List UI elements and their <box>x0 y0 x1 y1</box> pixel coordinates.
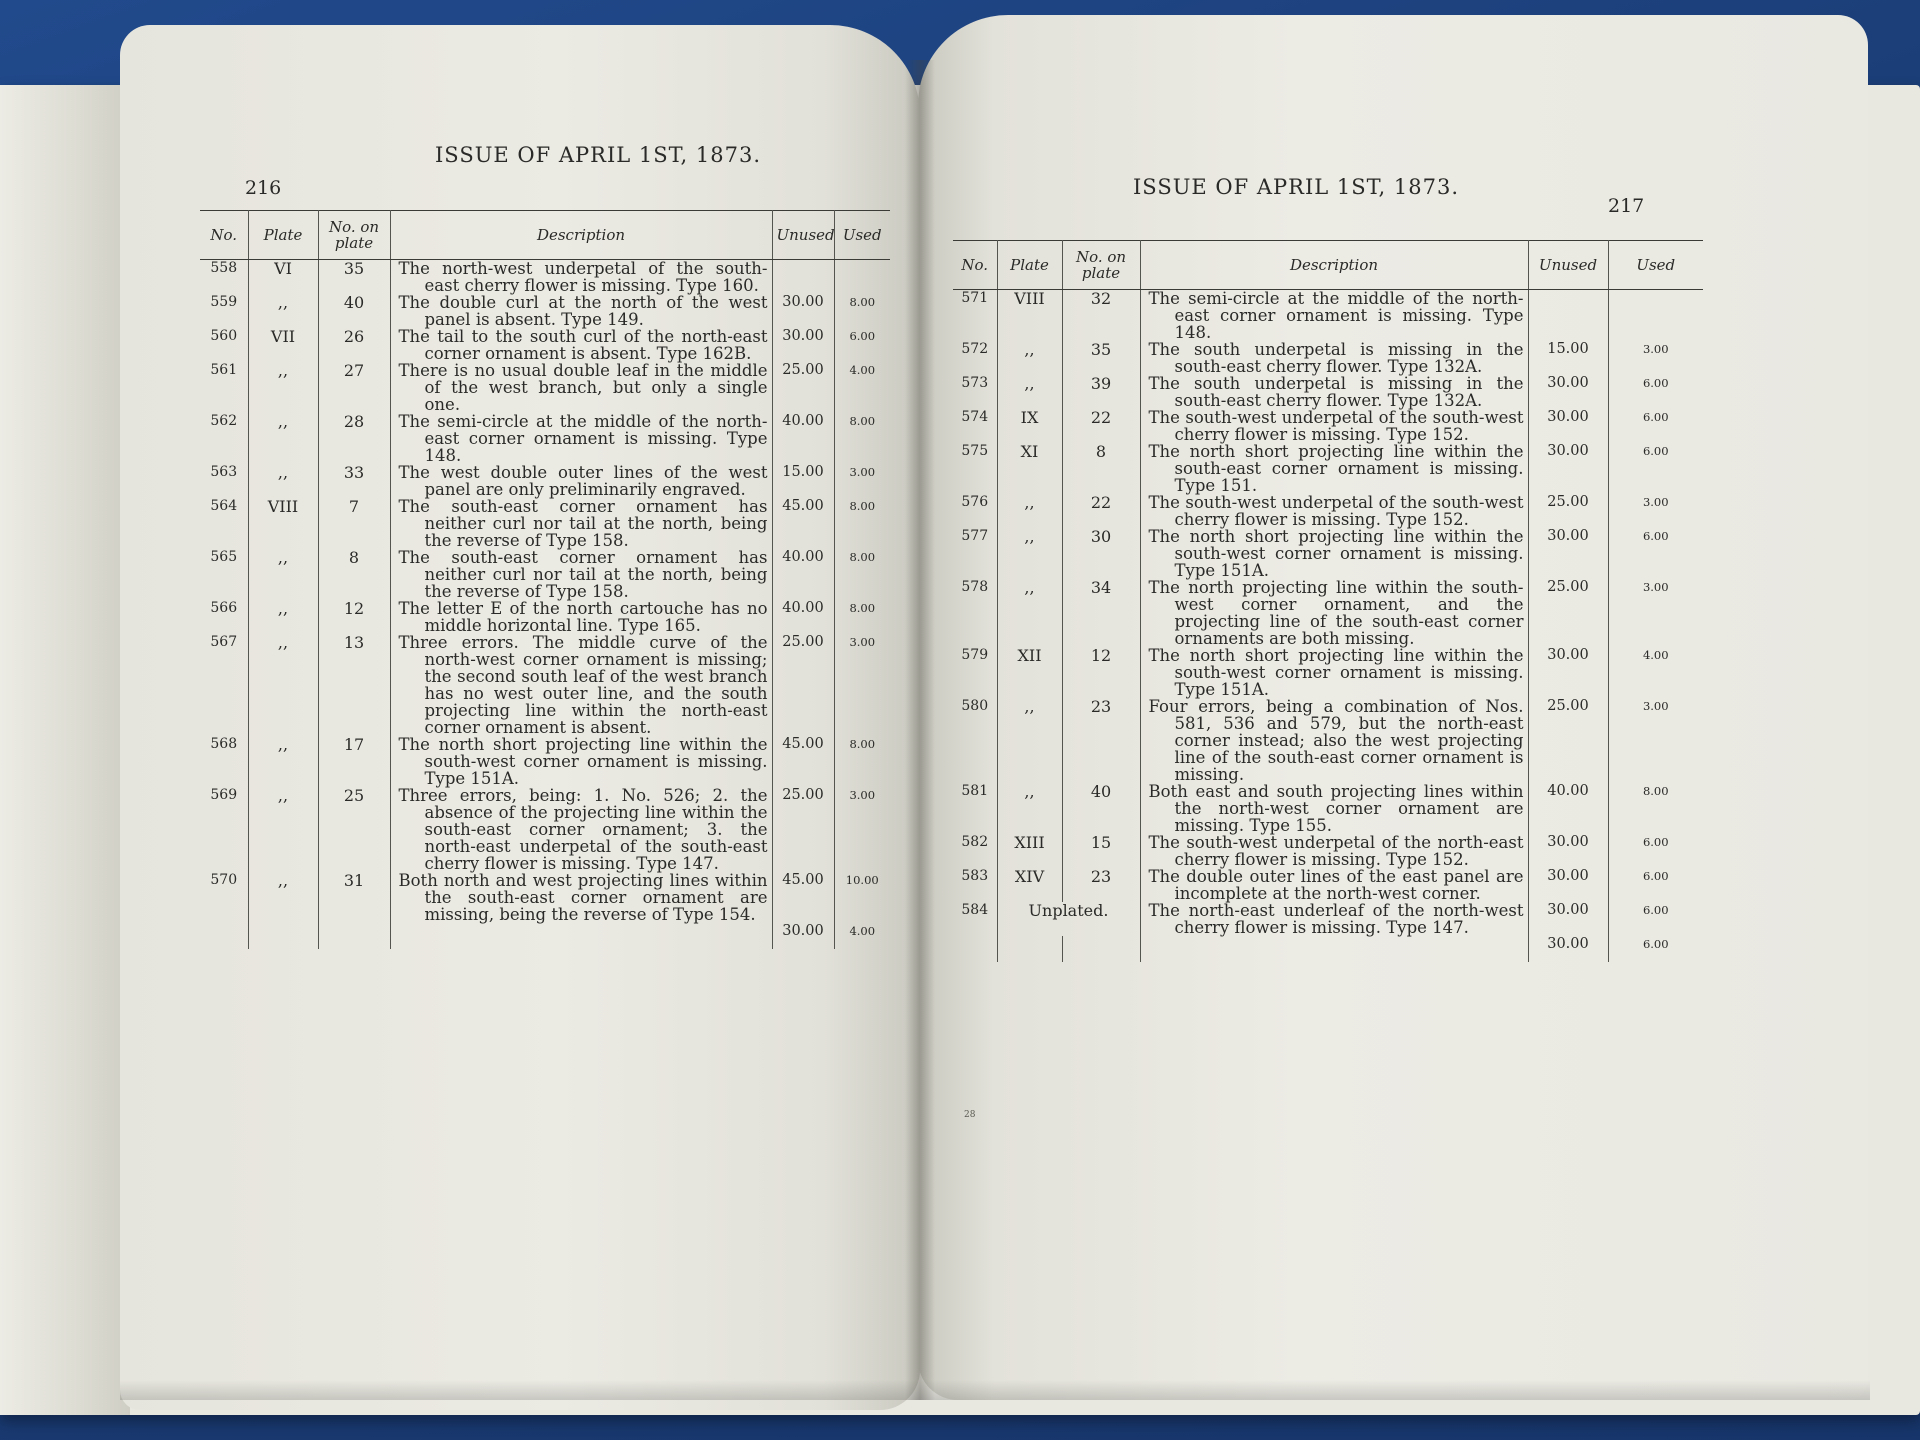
entry-number: 561 <box>200 362 248 413</box>
table-row-tail <box>953 936 1703 962</box>
price-used: 6.00 <box>1642 937 1669 951</box>
entry-number: 576 <box>953 494 997 528</box>
table-header-row <box>953 241 1703 290</box>
table-row <box>953 783 1703 834</box>
price-used: 8.00 <box>849 601 876 615</box>
price-used: 4.00 <box>849 924 876 938</box>
plate-number: ,, <box>248 600 318 634</box>
number-on-plate: 35 <box>318 260 390 295</box>
price-used: 6.00 <box>849 329 876 343</box>
description-text: The double outer lines of the east panel are incomplete at the north-west corner. <box>1148 867 1524 903</box>
description-text: Three errors, being: 1. No. 526; 2. the absence of the projecting line within the south-east corner ornament; 3. the north-east underpetal of the south-east cherry flower is missing. Type 147. <box>398 786 768 873</box>
description-text: The south-west underpetal of the south-west cherry flower is missing. Type 152. <box>1148 408 1524 444</box>
description-text: The semi-circle at the middle of the north-east corner ornament is missing. Type 148. <box>1148 289 1524 342</box>
empty-cell <box>1140 936 1528 962</box>
error-description <box>1140 443 1528 494</box>
table-row <box>953 341 1703 375</box>
description-text: The north short projecting line within the south-west corner ornament is missing. Type 151A. <box>1148 646 1524 699</box>
entry-number: 584 <box>953 902 997 936</box>
price-used: 3.00 <box>849 635 876 649</box>
price-unused <box>772 260 834 295</box>
price-unused: 30.00 <box>1528 528 1608 579</box>
number-on-plate: 39 <box>1062 375 1140 409</box>
page-bottom-shadow <box>120 1380 1870 1400</box>
empty-cell <box>390 923 772 949</box>
error-description <box>390 413 772 464</box>
entry-number: 562 <box>200 413 248 464</box>
error-description <box>390 549 772 600</box>
right-page-number: 217 <box>1608 195 1645 217</box>
error-description <box>1140 341 1528 375</box>
error-description <box>390 328 772 362</box>
plate-number: ,, <box>248 872 318 923</box>
plate-number: ,, <box>248 549 318 600</box>
table-row <box>953 375 1703 409</box>
header-used: Used <box>834 211 890 260</box>
error-description <box>390 600 772 634</box>
description-text: The south-west underpetal of the south-west cherry flower is missing. Type 152. <box>1148 493 1524 529</box>
price-used: 8.00 <box>849 737 876 751</box>
entry-number: 580 <box>953 698 997 783</box>
left-running-title: ISSUE OF APRIL 1ST, 1873. <box>435 143 762 167</box>
header-plate: Plate <box>997 241 1062 290</box>
price-unused: 30.00 <box>1528 902 1608 936</box>
price-unused: 30.00 <box>1528 409 1608 443</box>
price-used: 4.00 <box>1642 648 1669 662</box>
error-description <box>1140 868 1528 902</box>
number-on-plate: 34 <box>1062 579 1140 647</box>
header-no-on-plate: No. on plate <box>1062 241 1140 290</box>
description-text: The west double outer lines of the west panel are only preliminarily engraved. <box>398 463 768 499</box>
price-used: 4.00 <box>849 363 876 377</box>
price-used <box>1608 290 1703 342</box>
price-unused: 40.00 <box>772 600 834 634</box>
plate-number: ,, <box>997 528 1062 579</box>
error-description <box>1140 647 1528 698</box>
price-unused: 30.00 <box>772 923 834 949</box>
table-row <box>953 528 1703 579</box>
plate-number: ,, <box>248 464 318 498</box>
header-description: Description <box>1140 241 1528 290</box>
plate-number: ,, <box>997 698 1062 783</box>
entry-number: 579 <box>953 647 997 698</box>
empty-cell <box>953 936 997 962</box>
header-used: Used <box>1608 241 1703 290</box>
price-used: 8.00 <box>849 550 876 564</box>
left-page <box>120 25 920 1410</box>
error-description <box>390 260 772 295</box>
description-text: The tail to the south curl of the north-east corner ornament is absent. Type 162B. <box>398 327 768 363</box>
entry-number: 583 <box>953 868 997 902</box>
number-on-plate: 8 <box>1062 443 1140 494</box>
table-row <box>200 634 890 736</box>
table-row <box>200 872 890 923</box>
price-used: 8.00 <box>1642 784 1669 798</box>
price-unused: 25.00 <box>1528 579 1608 647</box>
book-gutter <box>905 60 935 1400</box>
error-description <box>1140 902 1528 936</box>
empty-cell <box>318 923 390 949</box>
entry-number: 570 <box>200 872 248 923</box>
plate-number: ,, <box>248 294 318 328</box>
header-unused: Unused <box>1528 241 1608 290</box>
table-row <box>200 736 890 787</box>
number-on-plate: 33 <box>318 464 390 498</box>
price-unused: 15.00 <box>772 464 834 498</box>
entry-number: 577 <box>953 528 997 579</box>
number-on-plate: 17 <box>318 736 390 787</box>
error-description <box>1140 375 1528 409</box>
price-unused: 40.00 <box>772 413 834 464</box>
header-unused: Unused <box>772 211 834 260</box>
entry-number: 571 <box>953 290 997 342</box>
error-description <box>1140 528 1528 579</box>
entry-number: 565 <box>200 549 248 600</box>
number-on-plate: 12 <box>1062 647 1140 698</box>
price-used: 8.00 <box>849 499 876 513</box>
price-unused: 40.00 <box>772 549 834 600</box>
description-text: Both north and west projecting lines within the south-east corner ornament are missing, being the reverse of Type 154. <box>398 871 768 924</box>
table-row <box>953 290 1703 342</box>
header-no-on-plate: No. on plate <box>318 211 390 260</box>
price-used: 3.00 <box>1642 342 1669 356</box>
price-used: 3.00 <box>849 788 876 802</box>
number-on-plate: 12 <box>318 600 390 634</box>
number-on-plate: 23 <box>1062 698 1140 783</box>
table-row <box>953 494 1703 528</box>
number-on-plate: 22 <box>1062 494 1140 528</box>
table-row <box>200 498 890 549</box>
plate-number: ,, <box>248 634 318 736</box>
price-used: 3.00 <box>1642 699 1669 713</box>
description-text: The north short projecting line within the south-west corner ornament is missing. Type 151A. <box>1148 527 1524 580</box>
table-row <box>200 787 890 872</box>
error-description <box>1140 494 1528 528</box>
price-used: 10.00 <box>845 873 879 887</box>
number-on-plate: 27 <box>318 362 390 413</box>
description-text: The semi-circle at the middle of the north-east corner ornament is missing. Type 148. <box>398 412 768 465</box>
plate-number: ,, <box>248 736 318 787</box>
table-row <box>953 443 1703 494</box>
error-description <box>1140 783 1528 834</box>
description-text: The north projecting line within the south-west corner ornament, and the projecting line of the south-east corner ornaments are both missing. <box>1148 578 1524 648</box>
description-text: The south-east corner ornament has neither curl nor tail at the north, being the reverse of Type 158. <box>398 497 768 550</box>
right-running-title: ISSUE OF APRIL 1ST, 1873. <box>1133 175 1460 199</box>
table-row <box>200 549 890 600</box>
entry-number: 574 <box>953 409 997 443</box>
number-on-plate: 13 <box>318 634 390 736</box>
plate-number: VIII <box>248 498 318 549</box>
price-unused: 25.00 <box>772 362 834 413</box>
price-used: 8.00 <box>849 414 876 428</box>
description-text: The south underpetal is missing in the south-east cherry flower. Type 132A. <box>1148 340 1524 376</box>
table-row-tail <box>200 923 890 949</box>
description-text: Four errors, being a combination of Nos. 581, 536 and 579, but the north-east corner instead; also the west projecting line of the south-east corner ornament is missing. <box>1148 697 1524 784</box>
description-text: The double curl at the north of the west panel is absent. Type 149. <box>398 293 768 329</box>
error-description <box>390 362 772 413</box>
right-issue-table <box>953 240 1703 962</box>
number-on-plate: 25 <box>318 787 390 872</box>
plate-number: VI <box>248 260 318 295</box>
left-page-number: 216 <box>245 177 282 199</box>
book-cover-edge <box>0 85 130 1415</box>
price-unused: 25.00 <box>772 634 834 736</box>
price-unused: 45.00 <box>772 736 834 787</box>
table-row <box>953 409 1703 443</box>
price-unused: 40.00 <box>1528 783 1608 834</box>
table-header-row <box>200 211 890 260</box>
number-on-plate: 28 <box>318 413 390 464</box>
error-description <box>1140 579 1528 647</box>
table-row <box>953 902 1703 936</box>
plate-number: XI <box>997 443 1062 494</box>
number-on-plate: 26 <box>318 328 390 362</box>
empty-cell <box>248 923 318 949</box>
price-unused <box>1528 290 1608 342</box>
table-row <box>953 647 1703 698</box>
entry-number: 564 <box>200 498 248 549</box>
entry-number: 578 <box>953 579 997 647</box>
error-description <box>1140 290 1528 342</box>
left-issue-table <box>200 210 890 949</box>
price-unused: 45.00 <box>772 872 834 923</box>
description-text: The north-west underpetal of the south-east cherry flower is missing. Type 160. <box>398 259 768 295</box>
price-unused: 30.00 <box>1528 868 1608 902</box>
plate-number: XIII <box>997 834 1062 868</box>
description-text: The north short projecting line within the south-west corner ornament is missing. Type 151A. <box>398 735 768 788</box>
entry-number: 560 <box>200 328 248 362</box>
number-on-plate: 22 <box>1062 409 1140 443</box>
right-page <box>918 15 1868 1400</box>
number-on-plate: 32 <box>1062 290 1140 342</box>
number-on-plate: 35 <box>1062 341 1140 375</box>
price-used: 6.00 <box>1642 529 1669 543</box>
error-description <box>390 464 772 498</box>
plate-number: VII <box>248 328 318 362</box>
description-text: The south underpetal is missing in the south-east cherry flower. Type 132A. <box>1148 374 1524 410</box>
plate-number: IX <box>997 409 1062 443</box>
table-row <box>200 362 890 413</box>
table-row <box>953 868 1703 902</box>
price-unused: 25.00 <box>1528 698 1608 783</box>
plate-number: ,, <box>248 413 318 464</box>
description-text: Both east and south projecting lines within the north-west corner ornament are missing. Type 155. <box>1148 782 1524 835</box>
price-unused: 30.00 <box>772 294 834 328</box>
empty-cell <box>200 923 248 949</box>
empty-cell <box>1062 936 1140 962</box>
number-on-plate: 8 <box>318 549 390 600</box>
description-text: Three errors. The middle curve of the north-west corner ornament is missing; the second south leaf of the west branch has no west outer line, and the south projecting line within the north-east corner ornament is absent. <box>398 633 768 737</box>
entry-number: 569 <box>200 787 248 872</box>
table-row <box>200 464 890 498</box>
plate-number: ,, <box>248 787 318 872</box>
price-used: 8.00 <box>849 295 876 309</box>
table-row <box>200 600 890 634</box>
price-unused: 30.00 <box>1528 834 1608 868</box>
description-text: The letter E of the north cartouche has no middle horizontal line. Type 165. <box>398 599 768 635</box>
price-used: 3.00 <box>1642 580 1669 594</box>
entry-number: 568 <box>200 736 248 787</box>
description-text: The south-west underpetal of the north-east cherry flower is missing. Type 152. <box>1148 833 1524 869</box>
price-used: 6.00 <box>1642 444 1669 458</box>
error-description <box>1140 409 1528 443</box>
plate-number: ,, <box>997 494 1062 528</box>
number-on-plate: 15 <box>1062 834 1140 868</box>
number-on-plate: 30 <box>1062 528 1140 579</box>
entry-number: 558 <box>200 260 248 295</box>
entry-number: 582 <box>953 834 997 868</box>
table-row <box>953 579 1703 647</box>
entry-number: 566 <box>200 600 248 634</box>
entry-number: 581 <box>953 783 997 834</box>
table-row <box>200 413 890 464</box>
table-row <box>200 328 890 362</box>
error-description <box>390 294 772 328</box>
entry-number: 559 <box>200 294 248 328</box>
entry-number: 575 <box>953 443 997 494</box>
entry-number: 563 <box>200 464 248 498</box>
description-text: The south-east corner ornament has neither curl nor tail at the north, being the reverse of Type 158. <box>398 548 768 601</box>
entry-number: 567 <box>200 634 248 736</box>
price-unused: 30.00 <box>1528 443 1608 494</box>
table-row <box>953 834 1703 868</box>
price-used: 6.00 <box>1642 903 1669 917</box>
price-used: 3.00 <box>1642 495 1669 509</box>
plate-number: ,, <box>997 783 1062 834</box>
plate-number: XII <box>997 647 1062 698</box>
error-description <box>1140 698 1528 783</box>
price-unused: 25.00 <box>1528 494 1608 528</box>
price-unused: 30.00 <box>772 328 834 362</box>
plate-number: ,, <box>997 341 1062 375</box>
price-unused: 45.00 <box>772 498 834 549</box>
plate-number: XIV <box>997 868 1062 902</box>
error-description <box>390 634 772 736</box>
header-no: No. <box>200 211 248 260</box>
price-used: 6.00 <box>1642 869 1669 883</box>
description-text: The north-east underleaf of the north-west cherry flower is missing. Type 147. <box>1148 901 1524 937</box>
price-unused: 30.00 <box>1528 647 1608 698</box>
error-description <box>1140 834 1528 868</box>
entry-number: 573 <box>953 375 997 409</box>
error-description <box>390 736 772 787</box>
plate-number: ,, <box>248 362 318 413</box>
error-description <box>390 498 772 549</box>
plate-number: ,, <box>997 579 1062 647</box>
empty-cell <box>997 936 1062 962</box>
price-used: 6.00 <box>1642 410 1669 424</box>
number-on-plate: 40 <box>1062 783 1140 834</box>
number-on-plate: 23 <box>1062 868 1140 902</box>
price-unused: 25.00 <box>772 787 834 872</box>
price-used: 6.00 <box>1642 376 1669 390</box>
price-unused: 30.00 <box>1528 936 1608 962</box>
number-on-plate: 31 <box>318 872 390 923</box>
plate-number: VIII <box>997 290 1062 342</box>
entry-number: 572 <box>953 341 997 375</box>
header-no: No. <box>953 241 997 290</box>
number-on-plate: 7 <box>318 498 390 549</box>
error-description <box>390 787 772 872</box>
number-on-plate: 40 <box>318 294 390 328</box>
price-unused: 15.00 <box>1528 341 1608 375</box>
price-unused: 30.00 <box>1528 375 1608 409</box>
table-row <box>953 698 1703 783</box>
description-text: There is no usual double leaf in the middle of the west branch, but only a single one. <box>398 361 768 414</box>
plate-span: Unplated. <box>997 902 1140 936</box>
price-used: 6.00 <box>1642 835 1669 849</box>
header-plate: Plate <box>248 211 318 260</box>
price-used <box>834 260 890 295</box>
plate-number: ,, <box>997 375 1062 409</box>
signature-mark: 28 <box>964 1110 976 1120</box>
table-row <box>200 294 890 328</box>
description-text: The north short projecting line within the south-east corner ornament is missing. Type 151. <box>1148 442 1524 495</box>
header-description: Description <box>390 211 772 260</box>
error-description <box>390 872 772 923</box>
price-used: 3.00 <box>849 465 876 479</box>
table-row <box>200 260 890 295</box>
